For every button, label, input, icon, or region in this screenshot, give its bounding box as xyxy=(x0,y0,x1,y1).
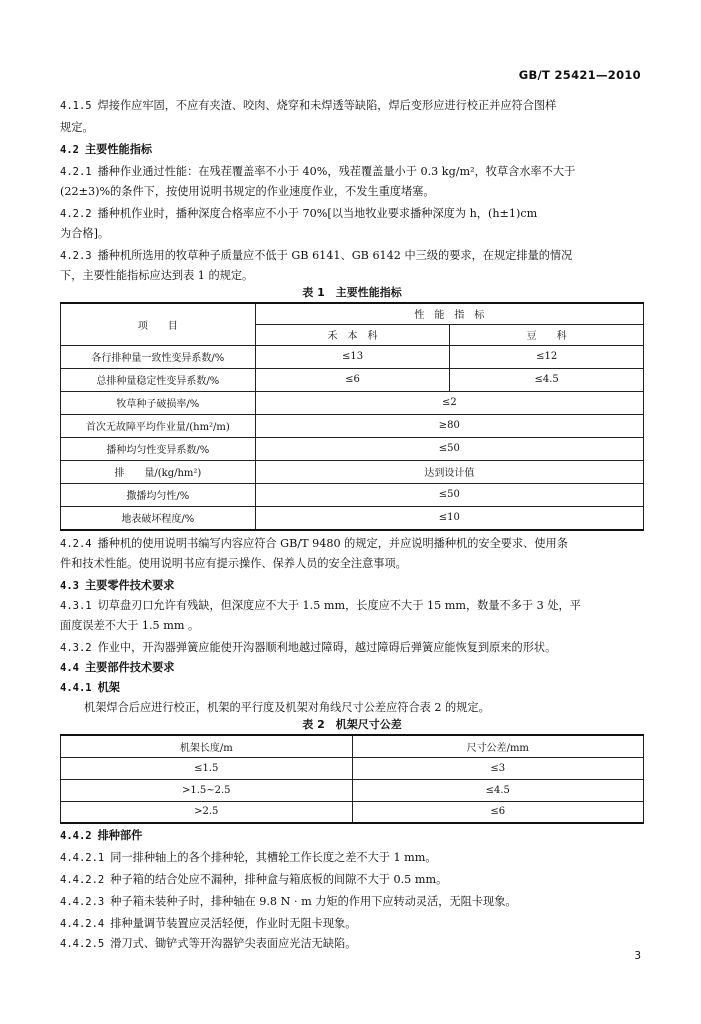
row-value-wood: ≤6 xyxy=(255,368,450,391)
table2-header-tolerance: 尺寸公差/mm xyxy=(352,735,643,757)
clause-number: 4.4.2.2 xyxy=(60,874,105,886)
clause-text: 机架 xyxy=(97,681,120,694)
row-item: 播种均匀性变异系数/% xyxy=(61,437,256,460)
clause-text: 规定。 xyxy=(60,121,94,134)
clause-4-1-5 xyxy=(60,96,644,116)
row-item: 总排种量稳定性变异系数/% xyxy=(61,368,256,391)
table1-header-item: 项 目 xyxy=(61,303,256,345)
clause-text: 主要性能指标 xyxy=(84,143,153,156)
clause-number: 4.4 xyxy=(60,662,79,674)
standard-number: GB/T 25421—2010 xyxy=(518,68,641,82)
clause-number: 4.4.2.5 xyxy=(60,938,105,950)
clause-4-2-2 xyxy=(60,204,644,224)
clause-4-4-2-1 xyxy=(60,848,644,868)
row-length: ≤1.5 xyxy=(61,757,353,779)
row-tolerance: ≤3 xyxy=(352,757,643,779)
table-row xyxy=(61,437,644,460)
row-value: 达到设计值 xyxy=(255,460,643,483)
clause-text: 面度误差不大于 1.5 mm 。 xyxy=(60,619,200,632)
section-heading-4-2 xyxy=(60,140,644,160)
clause-text: 切草盘刃口允许有残缺，但深度应不大于 1.5 mm，长度应不大于 15 mm，数量不多于 3 处，平 xyxy=(97,599,581,612)
row-item: 各行排种量一致性变异系数/% xyxy=(61,345,256,368)
clause-number: 4.4.2.4 xyxy=(60,918,105,930)
clause-text: 主要部件技术要求 xyxy=(84,661,175,674)
clause-number: 4.4.2 xyxy=(60,830,92,842)
clause-4-2-3 xyxy=(60,246,644,266)
clause-4-3-1 xyxy=(60,596,644,616)
clause-text: 种子箱的结合处应不漏种，排种盒与箱底板的间隙不大于 0.5 mm。 xyxy=(110,873,448,886)
clause-number: 4.4.2.1 xyxy=(60,852,105,864)
row-item: 撒播均匀性/% xyxy=(61,483,256,506)
table-row xyxy=(61,801,644,823)
clause-text: 作业中，开沟器弹簧应能使开沟器顺利地越过障碍，越过障碍后弹簧应能恢复到原来的形状。 xyxy=(97,641,557,654)
page-number: 3 xyxy=(634,950,641,962)
row-item: 地表破坏程度/% xyxy=(61,506,256,530)
row-value: ≥80 xyxy=(255,414,643,437)
section-heading-4-4-1 xyxy=(60,678,644,698)
clause-number: 4.2.2 xyxy=(60,208,92,220)
table-row xyxy=(61,483,644,506)
row-item: 排 量/(kg/hm²) xyxy=(61,460,256,483)
table-row xyxy=(61,779,644,801)
clause-4-4-2-3 xyxy=(60,892,644,912)
row-length: >1.5~2.5 xyxy=(61,779,353,801)
clause-number: 4.4.2.3 xyxy=(60,896,105,908)
table-row xyxy=(61,460,644,483)
table-row xyxy=(61,391,644,414)
clause-number: 4.2.1 xyxy=(60,166,92,178)
row-value-bean: ≤4.5 xyxy=(450,368,644,391)
clause-number: 4.2.4 xyxy=(60,538,92,550)
table-row xyxy=(61,368,644,391)
clause-cont xyxy=(60,224,644,244)
clause-4-2-1 xyxy=(60,162,644,182)
table2-header-length: 机架长度/m xyxy=(61,735,353,757)
table-row xyxy=(61,345,644,368)
row-tolerance: ≤4.5 xyxy=(352,779,643,801)
row-value: ≤50 xyxy=(255,483,643,506)
clause-text: (22±3)%的条件下，按使用说明书规定的作业速度作业，不发生重度堵塞。 xyxy=(60,185,435,198)
clause-cont xyxy=(60,554,644,574)
clause-text: 同一排种轴上的各个排种轮，其槽轮工作长度之差不大于 1 mm。 xyxy=(110,851,437,864)
clause-text: 为合格]。 xyxy=(60,227,110,240)
clause-text: 滑刀式、锄铲式等开沟器铲尖表面应光洁无缺陷。 xyxy=(110,937,357,950)
clause-text: 播种作业通过性能：在残茬覆盖率不小于 40%，残茬覆盖量小于 0.3 kg/m²，牧草含水率不大于 xyxy=(97,165,576,178)
clause-number: 4.3.1 xyxy=(60,600,92,612)
table1 xyxy=(60,302,644,531)
clause-number: 4.2 xyxy=(60,144,79,156)
section-heading-4-4-2 xyxy=(60,826,644,846)
clause-text: 主要零件技术要求 xyxy=(84,579,175,592)
clause-number: 4.4.1 xyxy=(60,682,92,694)
row-value-wood: ≤13 xyxy=(255,345,450,368)
clause-text: 件和技术性能。使用说明书应有提示操作、保养人员的安全注意事项。 xyxy=(60,557,407,570)
clause-cont xyxy=(60,182,644,202)
table2-caption: 表 2 机架尺寸公差 xyxy=(302,718,402,731)
row-item: 首次无故障平均作业量/(hm²/m) xyxy=(61,414,256,437)
table-row xyxy=(61,506,644,530)
row-value: ≤10 xyxy=(255,506,643,530)
row-value: ≤50 xyxy=(255,437,643,460)
table1-header-perf: 性 能 指 标 xyxy=(255,303,643,324)
clause-4-4-2-2 xyxy=(60,870,644,890)
row-value-bean: ≤12 xyxy=(450,345,644,368)
clause-body xyxy=(60,698,644,718)
clause-4-2-4 xyxy=(60,534,644,554)
clause-4-4-2-5 xyxy=(60,934,644,954)
clause-text: 机架焊合后应进行校正，机架的平行度及机架对角线尺寸公差应符合表 2 的规定。 xyxy=(84,701,490,714)
clause-cont xyxy=(60,118,644,138)
clause-cont xyxy=(60,616,644,636)
clause-number: 4.3 xyxy=(60,580,79,592)
clause-number: 4.3.2 xyxy=(60,642,92,654)
clause-4-4-2-4 xyxy=(60,914,644,934)
table-row xyxy=(61,414,644,437)
clause-text: 排种部件 xyxy=(97,829,143,842)
table2 xyxy=(60,734,644,824)
table-row xyxy=(61,757,644,779)
clause-text: 播种机的使用说明书编写内容应符合 GB/T 9480 的规定，并应说明播种机的安全要求、使用条 xyxy=(97,537,568,550)
clause-number: 4.2.3 xyxy=(60,250,92,262)
table1-caption: 表 1 主要性能指标 xyxy=(302,286,402,299)
clause-cont xyxy=(60,266,644,286)
row-length: >2.5 xyxy=(61,801,353,823)
clause-text: 播种机所选用的牧草种子质量应不低于 GB 6141、GB 6142 中三级的要求，在规定排量的情况 xyxy=(97,249,573,262)
row-value: ≤2 xyxy=(255,391,643,414)
section-heading-4-3 xyxy=(60,576,644,596)
section-heading-4-4 xyxy=(60,658,644,678)
row-tolerance: ≤6 xyxy=(352,801,643,823)
clause-text: 下，主要性能指标应达到表 1 的规定。 xyxy=(60,269,254,282)
clause-text: 种子箱未装种子时，排种轴在 9.8 N · m 力矩的作用下应转动灵活，无阻卡现象。 xyxy=(110,895,517,908)
row-item: 牧草种子破损率/% xyxy=(61,391,256,414)
clause-text: 焊接作应牢固，不应有夹渣、咬肉、烧穿和未焊透等缺陷，焊后变形应进行校正并应符合图样 xyxy=(97,99,557,112)
table1-header-wood: 禾 本 科 xyxy=(255,324,450,345)
table1-header-bean: 豆 科 xyxy=(450,324,644,345)
clause-4-3-2 xyxy=(60,638,644,658)
clause-number: 4.1.5 xyxy=(60,100,92,112)
clause-text: 排种量调节装置应灵活轻便，作业时无阻卡现象。 xyxy=(110,917,357,930)
clause-text: 播种机作业时，播种深度合格率应不小于 70%[以当地牧业要求播种深度为 h，(h±1)cm xyxy=(97,207,538,220)
